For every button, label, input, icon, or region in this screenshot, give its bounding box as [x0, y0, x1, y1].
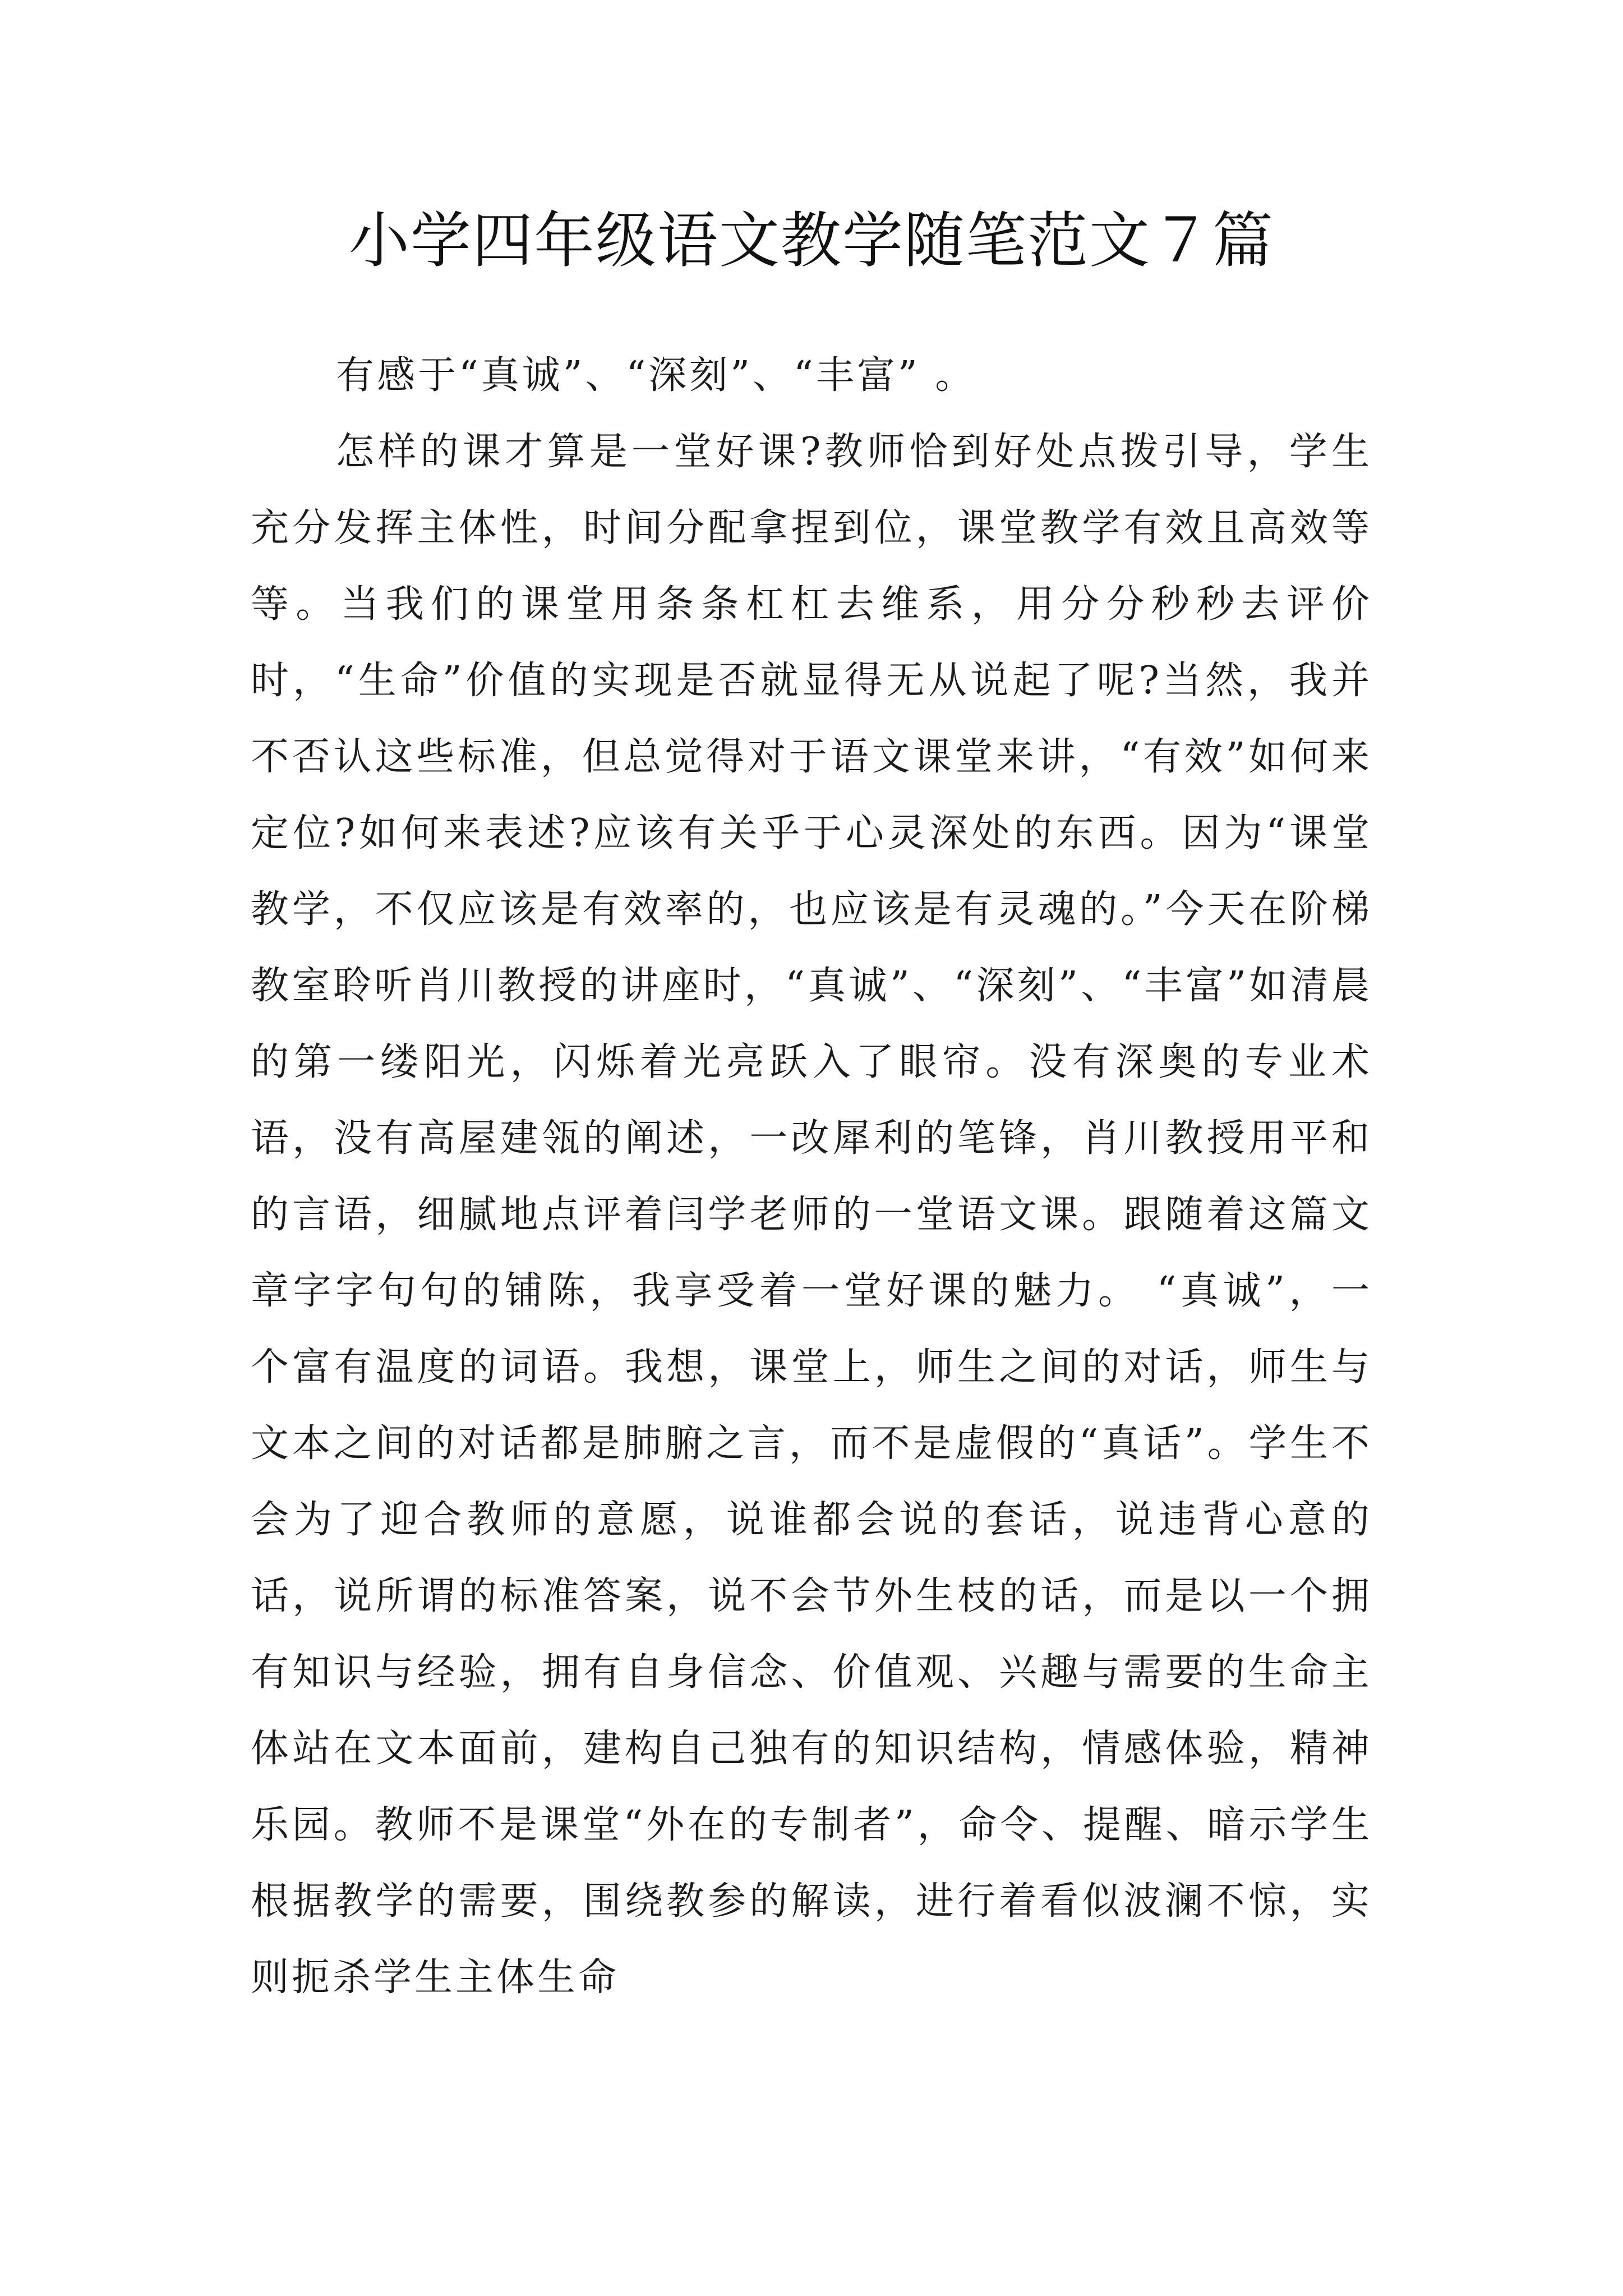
- paragraph-main: 怎样的课才算是一堂好课?教师恰到好处点拨引导，学生充分发挥主体性，时间分配拿捏到位，课堂教学有效且高效等等。当我们的课堂用条条杠杠去维系，用分分秒秒去评价时，“生命”价值的实现是否就显得无从说起了呢?当然，我并不否认这些标准，但总觉得对于语文课堂来讲，“有效”如何来定位?如何来表述?应该有关乎于心灵深处的东西。因为“课堂教学，不仅应该是有效率的，也应该是有灵魂的。”今天在阶梯教室聆听肖川教授的讲座时，“真诚”、“深刻”、“丰富”如清晨的第一缕阳光，闪烁着光亮跃入了眼帘。没有深奥的专业术语，没有高屋建瓴的阐述，一改犀利的笔锋，肖川教授用平和的言语，细腻地点评着闫学老师的一堂语文课。跟随着这篇文章字字句句的铺陈，我享受着一堂好课的魅力。 “真诚”，一个富有温度的词语。我想，课堂上，师生之间的对话，师生与文本之间的对话都是肺腑之言，而不是虚假的“真话”。学生不会为了迎合教师的意愿，说谁都会说的套话，说违背心意的话，说所谓的标准答案，说不会节外生枝的话，而是以一个拥有知识与经验，拥有自身信念、价值观、兴趣与需要的生命主体站在文本面前，建构自己独有的知识结构，情感体验，精神乐园。教师不是课堂“外在的专制者”，命令、提醒、暗示学生根据教学的需要，围绕教参的解读，进行着看似波澜不惊，实则扼杀学生主体生命: [251, 430, 1372, 2000]
- paragraph-intro: 有感于“真诚”、“深刻”、“丰富” 。: [336, 353, 976, 398]
- document-title: 小学四年级语文教学随笔范文７篇: [348, 206, 1274, 276]
- document-body: [251, 338, 1372, 2016]
